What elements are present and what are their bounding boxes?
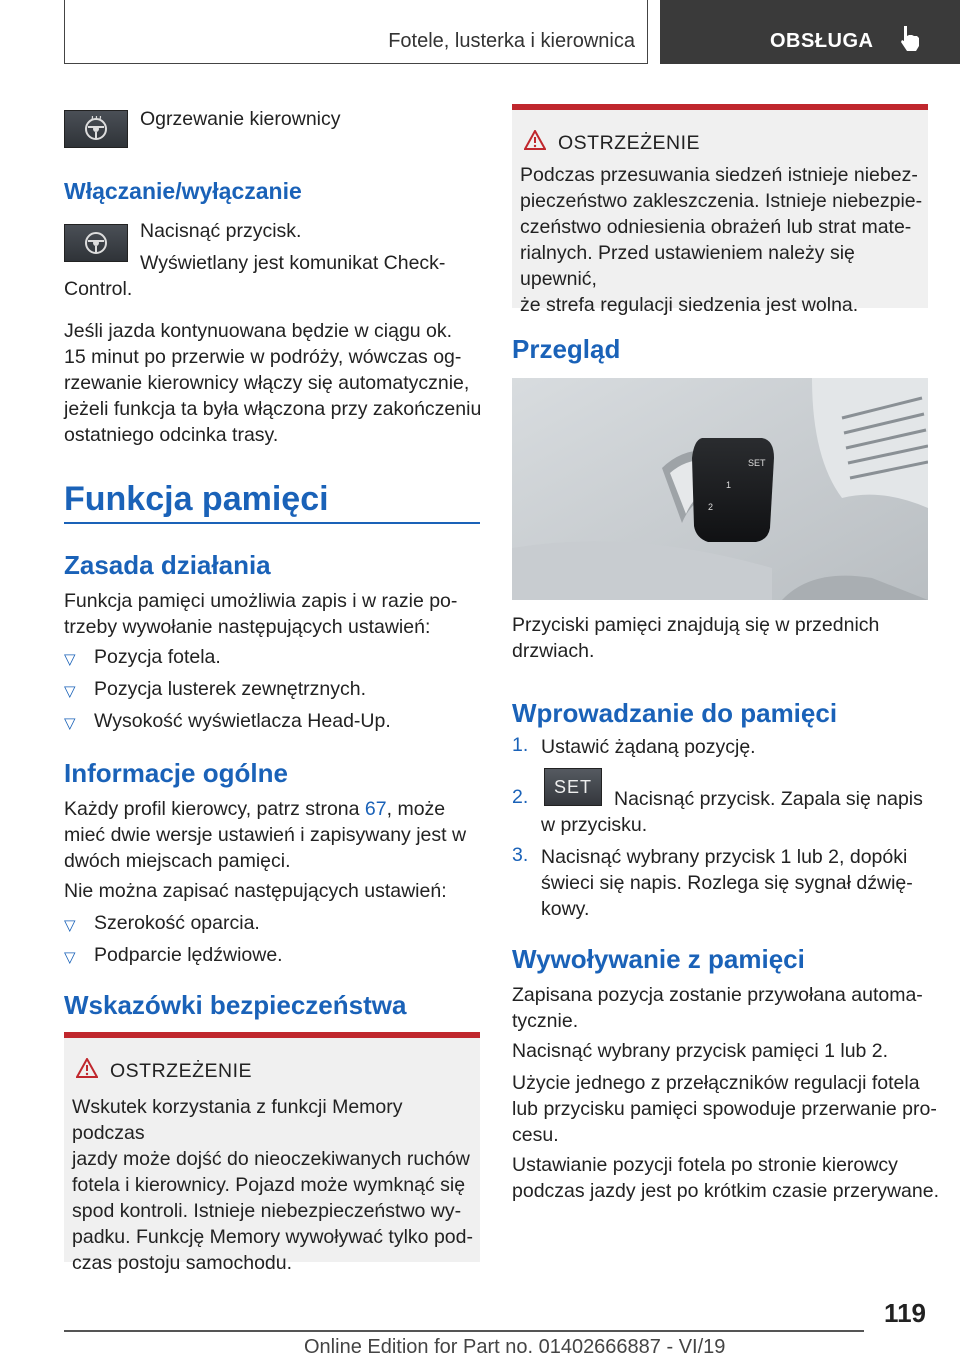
cannot-bullet-2: Podparcie lędźwiowe.: [94, 944, 283, 966]
recall-press-text: Nacisnąć wybrany przycisk pamięci 1 lub 2.: [512, 1040, 889, 1062]
step-number: 1.: [512, 734, 529, 756]
recall-heading: Wywoływanie z pamięci: [512, 944, 805, 974]
section-title: OBSŁUGA: [770, 30, 874, 52]
header-chapter-box: [64, 0, 648, 64]
safety-heading: Wskazówki bezpieczeństwa: [64, 990, 407, 1020]
photo-caption: Przyciski pamięci znajdują się w przednich drzwiach.: [512, 614, 880, 662]
page-67-link[interactable]: 67: [364, 798, 387, 820]
bullet-triangle-icon: ▽: [64, 651, 76, 668]
header-section-box: [660, 0, 960, 64]
step-1-text: Ustawić żądaną pozycję.: [541, 736, 756, 758]
warning-bar: [64, 1032, 480, 1038]
chapter-title: Fotele, lusterka i kierownica: [388, 30, 635, 52]
pointing-hand-icon: [898, 24, 922, 52]
steering-wheel-heat-icon: [83, 230, 109, 256]
interrupt-paragraph: Użycie jednego z przełączników regulacji fotela lub przycisku pamięci spowoduje przerwanie pro- cesu.: [512, 1072, 937, 1146]
step-number: 2.: [512, 786, 529, 808]
principle-paragraph: Funkcja pamięci umożliwia zapis i w razie po- trzeby wywołanie następujących ustawień:: [64, 590, 458, 638]
bullet-triangle-icon: ▽: [64, 683, 76, 700]
door-memory-buttons-photo: [512, 378, 928, 600]
general-heading: Informacje ogólne: [64, 758, 288, 788]
overview-heading: Przegląd: [512, 334, 621, 364]
memory-heading: Funkcja pamięci: [64, 480, 329, 518]
principle-bullet-1: Pozycja fotela.: [94, 646, 221, 668]
warning-title: OSTRZEŻENIE: [110, 1060, 253, 1082]
driver-paragraph: Ustawianie pozycji fotela po stronie kierowcy podczas jazdy jest po krótkim czasie przerywane.: [512, 1154, 940, 1202]
store-heading: Wprowadzanie do pamięci: [512, 698, 838, 728]
principle-heading: Zasada działania: [64, 550, 271, 580]
steering-heat-button-image-2: [64, 224, 128, 262]
warning-text: Wskutek korzystania z funkcji Memory podczas jazdy może dojść do nieoczekiwanych ruchów fotela i kierownicy. Pojazd może wymknąć się spod kontroli. Istnieje niebezpieczeństwo wy- padku. Funkcję Memory wywoływać tylko pod- czas postoju samochodu.: [72, 1096, 473, 1274]
steering-heat-button-image: [64, 110, 128, 148]
warning-triangle-icon: [524, 130, 546, 150]
page-number: 119: [884, 1298, 926, 1328]
on-off-heading: Włączanie/wyłączanie: [64, 178, 302, 204]
bullet-triangle-icon: ▽: [64, 949, 76, 966]
memory-heading-rule: [64, 522, 480, 524]
check-control-text-2: Control.: [64, 278, 133, 300]
cannot-save-text: Nie można zapisać następujących ustawień:: [64, 880, 447, 902]
footer-rule: [64, 1330, 864, 1332]
cannot-bullet-1: Szerokość oparcia.: [94, 912, 260, 934]
photo-button-2-label: 2: [708, 502, 714, 512]
step-2-text-2: w przycisku.: [541, 814, 648, 836]
bullet-triangle-icon: ▽: [64, 917, 76, 934]
step-3-text: Nacisnąć wybrany przycisk 1 lub 2, dopóki świeci się napis. Rozlega się sygnał dźwię- kowy.: [541, 846, 913, 920]
footer-edition: Online Edition for Part no. 01402666887 - VI/19: [304, 1336, 726, 1358]
warning-box-right: [512, 104, 928, 316]
recall-paragraph: Zapisana pozycja zostanie przywołana automa- tycznie.: [512, 984, 923, 1032]
bullet-triangle-icon: ▽: [64, 715, 76, 732]
warning-title: OSTRZEŻENIE: [558, 132, 701, 154]
step-2-text-1: Nacisnąć przycisk. Zapala się napis: [614, 788, 923, 810]
photo-button-1-label: 1: [726, 480, 732, 490]
photo-set-label: SET: [748, 458, 766, 468]
steering-wheel-heat-icon: [83, 116, 109, 142]
warning-triangle-icon: [76, 1058, 98, 1078]
warning-bar: [512, 104, 928, 110]
principle-bullet-3: Wysokość wyświetlacza Head-Up.: [94, 710, 391, 732]
set-button-image: SET: [544, 768, 602, 806]
general-paragraph: Każdy profil kierowcy, patrz strona 67, może mieć dwie wersje ustawień i zapisywany jest w dwóch miejscach pamięci.: [64, 798, 467, 872]
warning-text: Podczas przesuwania siedzeń istnieje niebez- pieczeństwo zakleszczenia. Istnieje niebezpie- czeństwo odniesienia obrażeń lub strat mate- rialnych. Przed ustawieniem należy się upewnić, że strefa regulacji siedzenia jest wolna.: [520, 164, 923, 316]
warning-box-left: [64, 1032, 480, 1274]
principle-bullet-2: Pozycja lusterek zewnętrznych.: [94, 678, 367, 700]
check-control-text-1: Wyświetlany jest komunikat Check-: [140, 252, 446, 274]
step-number: 3.: [512, 844, 529, 866]
resume-paragraph: Jeśli jazda kontynuowana będzie w ciągu ok. 15 minut po przerwie w podróży, wówczas og- rzewanie kierownicy włączy się automatycznie, jeżeli funkcja ta była włączona przy zakończeniu ostatniego odcinka trasy.: [64, 320, 482, 446]
press-button-text: Nacisnąć przycisk.: [140, 220, 302, 242]
heating-label: Ogrzewanie kierownicy: [140, 108, 341, 130]
